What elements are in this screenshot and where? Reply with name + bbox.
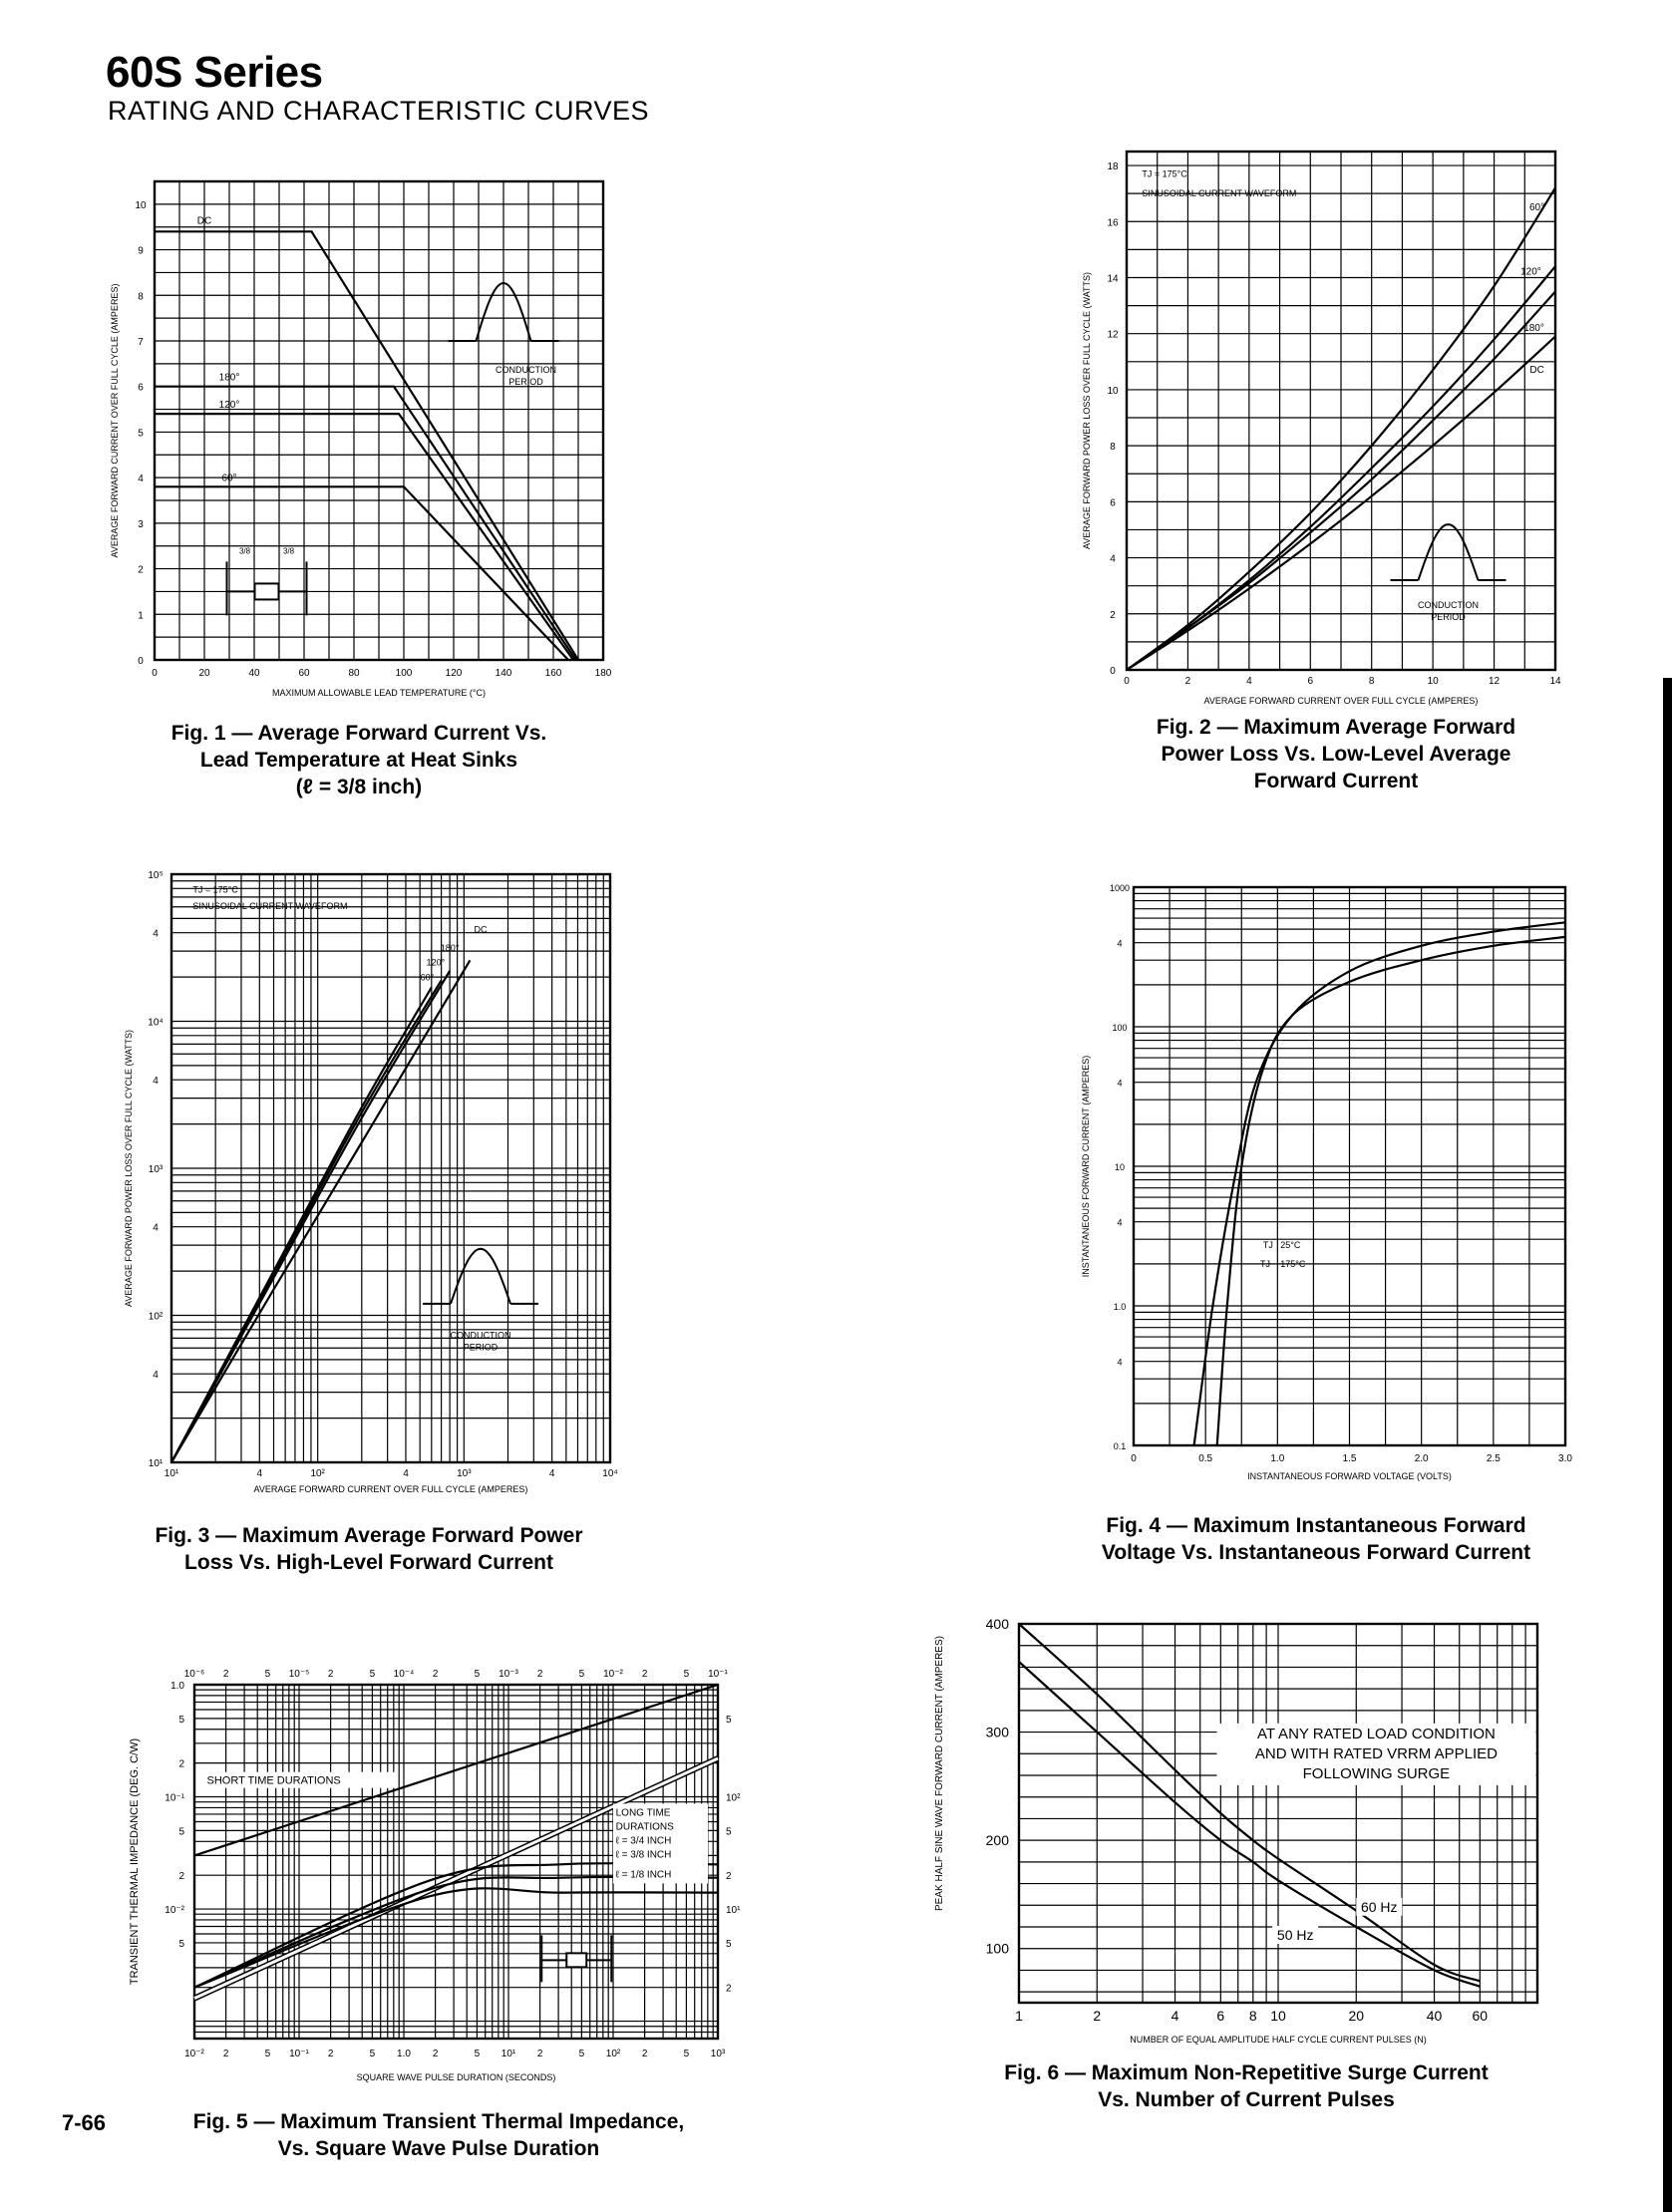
- fig6-xtick: 20: [1348, 2008, 1365, 2024]
- fig4-xtick: 2.5: [1486, 1453, 1501, 1464]
- fig1-caption-line3: (ℓ = 3/8 inch): [295, 776, 423, 798]
- fig5-ytick-right: 2: [726, 1983, 732, 1995]
- fig3-caption-line1: Fig. 3 — Maximum Average Forward Power: [155, 1524, 583, 1547]
- fig3-xtick: 4: [403, 1468, 409, 1479]
- fig2-series-label-120: 120°: [1520, 266, 1541, 278]
- fig2-ytick: 4: [1110, 553, 1116, 565]
- fig2-ytick: 14: [1107, 273, 1119, 285]
- fig5-xtick-top: 2: [641, 1669, 648, 1680]
- fig5-ytick-left: 2: [178, 1758, 184, 1770]
- fig5-ytick-right: 2: [726, 1871, 732, 1883]
- fig1-ytick: 1: [138, 610, 144, 622]
- fig4-ytick: 0.1: [1113, 1441, 1127, 1451]
- fig1-ytick: 3: [138, 518, 144, 530]
- fig2-xtick: 12: [1489, 676, 1501, 687]
- fig5-xtick-bottom: 2: [432, 2049, 439, 2059]
- fig5-series-line: [194, 1888, 718, 1987]
- fig1-ytick: 4: [138, 474, 144, 485]
- fig2-waveform: [1419, 524, 1479, 580]
- fig5-xtick-top: 2: [222, 1669, 229, 1680]
- fig1-dim-right: 3/8: [282, 546, 295, 556]
- fig5-ytick-left: 10⁻²: [165, 1905, 184, 1917]
- fig2-ytick: 0: [1110, 666, 1116, 677]
- fig5-xtick-top: 2: [432, 1669, 439, 1680]
- fig2-xtick: 8: [1368, 676, 1375, 687]
- fig4-annotation-25c: 25°C: [1280, 1239, 1301, 1250]
- fig5-xtick-bottom: 5: [474, 2049, 481, 2059]
- fig1-caption-line2: Lead Temperature at Heat Sinks: [199, 749, 518, 772]
- fig4-annotation-tj1: TJ: [1262, 1239, 1273, 1250]
- fig5-ytick-right: 5: [726, 1938, 732, 1950]
- fig3-ytick: 10⁴: [148, 1017, 164, 1029]
- page-subtitle: RATING AND CHARACTERISTIC CURVES: [108, 96, 650, 126]
- fig3-ytick: 4: [153, 1370, 159, 1382]
- fig6-annotation-line3: FOLLOWING SURGE: [1302, 1764, 1451, 1782]
- fig1-ytick: 5: [138, 428, 144, 440]
- fig1-chart: [110, 140, 612, 718]
- fig5-xtick-bottom: 10⁻²: [184, 2049, 204, 2059]
- fig5-xtick-top: 5: [683, 1669, 690, 1680]
- fig1-xtick: 100: [395, 668, 413, 679]
- fig4-caption: [1057, 1512, 1575, 1566]
- fig4-ytick: 100: [1112, 1023, 1128, 1033]
- fig6-annotation-line1: AT ANY RATED LOAD CONDITION: [1256, 1725, 1496, 1742]
- fig2-xtick: 6: [1307, 676, 1314, 687]
- fig2-xtick: 2: [1184, 676, 1191, 687]
- fig5-ylabel: TRANSIENT THERMAL IMPEDANCE (DEG. C/W): [129, 1738, 141, 1986]
- fig1-ytick: 7: [138, 337, 144, 348]
- fig2-grid: [1127, 152, 1555, 670]
- fig5-xtick-top: 10⁻⁴: [393, 1669, 415, 1680]
- fig1-annotation-period: PERIOD: [508, 377, 543, 387]
- fig6-annotation-line2: AND WITH RATED VRRM APPLIED: [1254, 1744, 1498, 1762]
- fig6-annotation-60hz: 60 Hz: [1360, 1898, 1398, 1915]
- fig3-xlabel: AVERAGE FORWARD CURRENT OVER FULL CYCLE (AMPERES): [253, 1484, 528, 1494]
- fig6-xtick: 10: [1270, 2008, 1286, 2024]
- fig4-xtick: 1.0: [1270, 1453, 1285, 1464]
- fig1-xtick: 40: [248, 668, 260, 679]
- fig3-xtick: 10⁴: [602, 1468, 618, 1479]
- fig5-ytick-left: 5: [178, 1714, 184, 1726]
- fig3-ytick: 10³: [148, 1164, 164, 1175]
- fig5-ytick-left: 5: [178, 1938, 184, 1950]
- fig2-series-label-60: 60°: [1529, 202, 1545, 214]
- fig5-ytick-right: 10²: [726, 1792, 741, 1804]
- fig4-ylabel: INSTANTANEOUS FORWARD CURRENT (AMPERES): [1081, 1055, 1091, 1278]
- fig5-xtick-top: 5: [264, 1669, 271, 1680]
- fig4-xtick: 1.5: [1342, 1453, 1357, 1464]
- fig1-xtick: 0: [152, 668, 158, 679]
- fig5-xtick-bottom: 10²: [605, 2049, 621, 2059]
- fig1-xlabel: MAXIMUM ALLOWABLE LEAD TEMPERATURE (°C): [272, 688, 486, 698]
- fig6-ytick: 300: [985, 1724, 1009, 1740]
- fig2-xlabel: AVERAGE FORWARD CURRENT OVER FULL CYCLE (AMPERES): [1203, 696, 1479, 706]
- fig5-xtick-bottom: 2: [222, 2049, 229, 2059]
- fig3-caption: [120, 1522, 618, 1576]
- fig4-ytick: 4: [1117, 1217, 1123, 1228]
- fig1-annotation-conduction: CONDUCTION: [496, 365, 556, 375]
- fig5-xtick-bottom: 5: [369, 2049, 376, 2059]
- fig3-ytick: 4: [153, 1076, 159, 1088]
- fig5-annotation-38: ℓ = 3/8 INCH: [615, 1849, 672, 1861]
- fig5-xtick-bottom: 10¹: [501, 2049, 516, 2059]
- fig4-ytick: 4: [1117, 938, 1123, 949]
- fig5-xtick-bottom: 10⁻¹: [289, 2049, 309, 2059]
- fig1-dim-left: 3/8: [238, 546, 251, 556]
- fig3-xtick: 10²: [310, 1468, 325, 1479]
- fig1-series-label-60: 60°: [221, 473, 237, 484]
- fig2-xtick: 0: [1124, 676, 1130, 687]
- fig3-series-label-60: 60°: [420, 972, 435, 983]
- fig4-ytick: 4: [1117, 1078, 1123, 1089]
- fig2-caption-line3: Forward Current: [1253, 770, 1419, 792]
- fig6-ylabel: PEAK HALF SINE WAVE FORWARD CURRENT (AMPERES): [934, 1636, 945, 1911]
- fig2-ytick: 18: [1107, 161, 1119, 173]
- fig5-xtick-top: 10⁻²: [603, 1669, 623, 1680]
- fig4-xtick: 2.0: [1414, 1453, 1429, 1464]
- fig3-waveform: [451, 1249, 510, 1304]
- fig1-ytick: 10: [135, 199, 147, 211]
- fig2-annotation-tj: TJ = 175°C: [1142, 168, 1187, 179]
- fig2-xtick: 10: [1427, 676, 1439, 687]
- fig2-ytick: 16: [1107, 217, 1119, 229]
- fig5-xtick-bottom: 2: [641, 2049, 648, 2059]
- fig4-annotation-175c: 175°C: [1280, 1258, 1306, 1269]
- fig1-xtick: 80: [348, 668, 360, 679]
- fig4-marks: [1194, 922, 1565, 1445]
- fig2-annotation-waveform: SINUSOIDAL CURRENT WAVEFORM: [1142, 187, 1297, 198]
- fig5-xtick-top: 5: [578, 1669, 585, 1680]
- fig2-ytick: 12: [1107, 329, 1119, 341]
- fig1-series-label-dc: DC: [196, 215, 212, 227]
- fig6-caption-line2: Vs. Number of Current Pulses: [1098, 2088, 1395, 2111]
- fig1-xtick: 120: [445, 668, 463, 679]
- fig6-ytick: 100: [985, 1940, 1009, 1957]
- fig5-xtick-top: 10⁻⁵: [288, 1669, 310, 1680]
- fig1-grid: [155, 181, 603, 660]
- fig5-annotation-18: ℓ = 1/8 INCH: [615, 1869, 672, 1881]
- fig3-xtick: 10³: [457, 1468, 472, 1479]
- fig5-xtick-bottom: 5: [578, 2049, 585, 2059]
- fig3-ytick: 10²: [148, 1311, 164, 1323]
- fig2-ylabel: AVERAGE FORWARD POWER LOSS OVER FULL CYCLE (WATTS): [1082, 271, 1092, 550]
- fig1-ytick: 8: [138, 291, 144, 303]
- fig1-caption: [120, 720, 598, 800]
- fig6-xtick: 60: [1472, 2008, 1489, 2024]
- fig2-series-label-180: 180°: [1523, 322, 1544, 334]
- fig3-xtick: 4: [548, 1468, 555, 1479]
- fig5-annotation-34: ℓ = 3/4 INCH: [615, 1835, 672, 1847]
- fig1-ylabel: AVERAGE FORWARD CURRENT OVER FULL CYCLE (AMPERES): [110, 283, 120, 558]
- fig3-xtick: 4: [256, 1468, 263, 1479]
- fig3-annotation-period: PERIOD: [463, 1342, 499, 1353]
- fig6-xtick: 2: [1093, 2008, 1102, 2024]
- fig5-ytick-left: 1.0: [170, 1681, 184, 1692]
- fig4-ytick: 1.0: [1113, 1302, 1127, 1312]
- fig3-annotation-waveform: SINUSOIDAL CURRENT WAVEFORM: [192, 900, 348, 911]
- fig4-chart: [1077, 885, 1575, 1508]
- fig4-ytick: 1000: [1109, 883, 1131, 893]
- fig4-ytick: 4: [1117, 1357, 1123, 1368]
- fig6-grid: [1019, 1624, 1537, 2003]
- fig1-ytick: 2: [138, 564, 144, 576]
- fig2-annotation-conduction: CONDUCTION: [1418, 600, 1479, 611]
- fig6-ytick: 400: [985, 1616, 1009, 1632]
- fig4-xtick: 3.0: [1558, 1453, 1572, 1464]
- fig1-diode-body-icon: [255, 583, 279, 599]
- fig3-caption-line2: Loss Vs. High-Level Forward Current: [184, 1551, 553, 1574]
- fig2-caption-line1: Fig. 2 — Maximum Average Forward: [1156, 716, 1516, 739]
- fig2-ytick: 2: [1110, 609, 1116, 621]
- fig3-ytick: 10¹: [148, 1458, 164, 1469]
- fig5-ytick-right: 10¹: [726, 1905, 741, 1917]
- fig5-xtick-top: 5: [474, 1669, 481, 1680]
- fig1-xtick: 160: [544, 668, 562, 679]
- fig6-xlabel: NUMBER OF EQUAL AMPLITUDE HALF CYCLE CURRENT PULSES (N): [1130, 2035, 1427, 2045]
- fig2-xtick: 14: [1549, 676, 1561, 687]
- fig1-ytick: 9: [138, 245, 144, 257]
- fig2-labels: [1082, 161, 1561, 706]
- fig5-ytick-left: 10⁻¹: [165, 1792, 184, 1804]
- fig1-labels: [110, 200, 612, 698]
- fig5-xtick-top: 10⁻⁶: [183, 1669, 205, 1680]
- fig5-xtick-top: 5: [369, 1669, 376, 1680]
- fig3-grid: [171, 874, 610, 1462]
- page-number: 7-66: [62, 2110, 107, 2135]
- fig5-xtick-top: 2: [536, 1669, 543, 1680]
- fig1-xtick: 60: [298, 668, 310, 679]
- fig2-ytick: 10: [1107, 385, 1119, 397]
- fig5-xtick-bottom: 5: [264, 2049, 271, 2059]
- fig2-caption: [1097, 714, 1575, 794]
- fig4-xtick: 0.5: [1198, 1453, 1213, 1464]
- fig6-xtick: 1: [1015, 2008, 1023, 2024]
- fig1-series-label-180: 180°: [218, 372, 240, 384]
- fig4-xlabel: INSTANTANEOUS FORWARD VOLTAGE (VOLTS): [1247, 1471, 1452, 1481]
- fig4-ytick: 10: [1114, 1162, 1126, 1172]
- fig5-xtick-bottom: 2: [536, 2049, 543, 2059]
- fig3-annotation-conduction: CONDUCTION: [450, 1330, 511, 1341]
- fig1-xtick: 20: [198, 668, 210, 679]
- fig2-annotation-period: PERIOD: [1431, 612, 1466, 623]
- fig1-series-label-120: 120°: [218, 400, 240, 412]
- fig4-labels: [1081, 883, 1572, 1481]
- fig6-labels: [934, 1616, 1535, 2045]
- fig5-diode-body-icon: [566, 1953, 586, 1967]
- fig5-ytick-left: 5: [178, 1826, 184, 1838]
- fig2-xtick: 4: [1246, 676, 1252, 687]
- series-title: 60S Series: [106, 48, 323, 97]
- fig6-caption-line1: Fig. 6 — Maximum Non-Repetitive Surge Current: [1004, 2061, 1489, 2084]
- fig6-caption: [977, 2059, 1515, 2113]
- fig5-annotation-long: LONG TIME: [615, 1807, 671, 1819]
- fig2-ytick: 6: [1110, 497, 1116, 509]
- fig6-xtick: 6: [1216, 2008, 1225, 2024]
- fig1-series-line: [155, 414, 573, 660]
- fig5-annotation-short: SHORT TIME DURATIONS: [206, 1774, 341, 1787]
- fig5-series-line: [194, 1877, 718, 1988]
- fig5-xtick-top: 2: [327, 1669, 334, 1680]
- fig6-xtick: 4: [1170, 2008, 1179, 2024]
- fig5-xtick-bottom: 5: [683, 2049, 690, 2059]
- page-edge-bar: [1663, 678, 1672, 2212]
- fig3-ytick: 10⁵: [148, 870, 164, 881]
- fig6-xtick: 40: [1426, 2008, 1443, 2024]
- fig4-annotation-tj2: TJ: [1260, 1258, 1271, 1269]
- fig3-ytick: 4: [153, 928, 159, 940]
- fig3-ylabel: AVERAGE FORWARD POWER LOSS OVER FULL CYCLE (WATTS): [124, 1029, 134, 1308]
- fig5-xlabel: SQUARE WAVE PULSE DURATION (SECONDS): [356, 2072, 556, 2082]
- fig3-annotation-tj: TJ = 175°C: [192, 884, 238, 895]
- fig3-ytick: 4: [153, 1222, 159, 1234]
- fig1-ytick: 6: [138, 382, 144, 394]
- fig5-caption-line1: Fig. 5 — Maximum Transient Thermal Impedance,: [192, 2110, 685, 2133]
- fig3-chart: [120, 872, 618, 1520]
- fig1-caption-line1: Fig. 1 — Average Forward Current Vs.: [170, 722, 547, 745]
- fig1-xtick: 140: [495, 668, 512, 679]
- fig2-chart: [1082, 150, 1570, 718]
- fig2-series-label-dc: DC: [1529, 365, 1544, 377]
- fig5-ytick-right: 5: [726, 1826, 732, 1838]
- fig3-xtick: 10¹: [164, 1468, 179, 1479]
- fig3-series-label-180: 180°: [440, 943, 460, 954]
- fig5-xtick-bottom: 1.0: [397, 2049, 411, 2059]
- fig5-chart: [110, 1655, 768, 2103]
- fig1-ytick: 0: [138, 656, 144, 667]
- fig6-marks: [1019, 1624, 1480, 1987]
- fig5-ytick-left: 2: [178, 1871, 184, 1883]
- fig5-xtick-bottom: 2: [327, 2049, 334, 2059]
- fig1-xtick: 180: [594, 668, 612, 679]
- fig3-series-label-120: 120°: [426, 957, 446, 968]
- fig4-xtick: 0: [1131, 1453, 1137, 1464]
- fig5-xtick-top: 10⁻¹: [708, 1669, 728, 1680]
- fig3-series-label-dc: DC: [474, 924, 488, 935]
- fig6-xtick: 8: [1248, 2008, 1257, 2024]
- fig4-series-line: [1194, 922, 1565, 1445]
- fig2-ytick: 8: [1110, 442, 1116, 454]
- fig5-xtick-bottom: 10³: [710, 2049, 726, 2059]
- fig5-annotation-durations: DURATIONS: [615, 1821, 674, 1833]
- fig4-series-line: [1217, 937, 1565, 1445]
- fig5-xtick-top: 10⁻³: [499, 1669, 518, 1680]
- fig2-caption-line2: Power Loss Vs. Low-Level Average: [1161, 743, 1511, 766]
- fig1-series-line: [155, 486, 568, 660]
- fig6-annotation-50hz: 50 Hz: [1276, 1927, 1314, 1944]
- fig6-chart: [922, 1616, 1570, 2058]
- fig5-caption-line2: Vs. Square Wave Pulse Duration: [277, 2137, 600, 2160]
- fig5-ytick-right: 5: [726, 1714, 732, 1726]
- fig6-ytick: 200: [985, 1832, 1009, 1849]
- fig4-caption-line2: Voltage Vs. Instantaneous Forward Current: [1101, 1541, 1531, 1564]
- fig4-caption-line1: Fig. 4 — Maximum Instantaneous Forward: [1106, 1514, 1526, 1537]
- fig5-caption: [160, 2108, 718, 2162]
